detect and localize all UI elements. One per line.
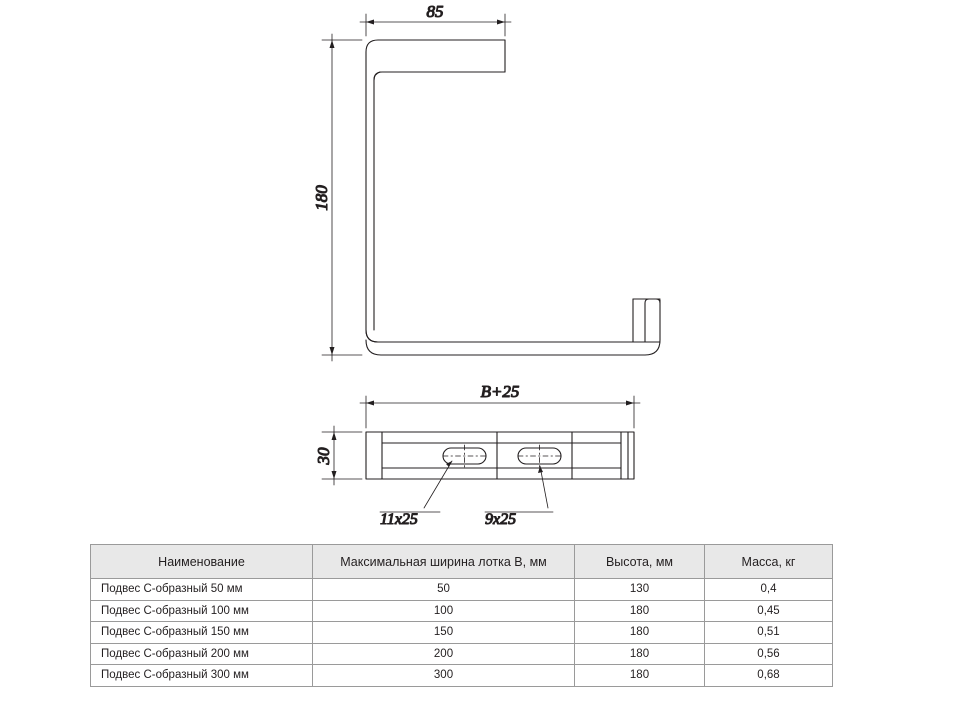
dimension-label-b25: B+25 [480,382,520,401]
cell-width: 200 [313,643,575,665]
table-row [91,643,833,665]
bracket-profile-front [366,40,660,355]
cell-height: 180 [575,643,705,665]
cell-mass: 0,68 [705,665,833,687]
table-header-mass: Масса, кг [705,545,833,579]
cell-width: 50 [313,579,575,601]
dimension-label-30: 30 [314,447,333,465]
cell-name: Подвес С-образный 150 мм [91,622,313,644]
cell-height: 180 [575,622,705,644]
cell-name: Подвес С-образный 100 мм [91,600,313,622]
table-row [91,579,833,601]
table-row [91,600,833,622]
table-row [91,622,833,644]
table-header-name: Наименование [91,545,313,579]
cell-width: 100 [313,600,575,622]
cell-width: 150 [313,622,575,644]
slot-9x25 [518,445,561,467]
cell-mass: 0,56 [705,643,833,665]
dimension-label-180: 180 [312,185,331,211]
bracket-profile-top [366,432,634,479]
cell-height: 180 [575,600,705,622]
cell-height: 180 [575,665,705,687]
leader-11x25 [380,461,452,512]
cell-mass: 0,51 [705,622,833,644]
cell-width: 300 [313,665,575,687]
leader-9x25 [485,466,553,512]
cell-name: Подвес С-образный 50 мм [91,579,313,601]
cell-mass: 0,4 [705,579,833,601]
specification-table [90,544,833,687]
cell-mass: 0,45 [705,600,833,622]
callout-label-11x25: 11x25 [380,511,418,528]
table-header-row [91,545,833,579]
callout-label-9x25: 9x25 [485,511,517,528]
table-header-width: Максимальная ширина лотка B, мм [313,545,575,579]
dimension-label-85: 85 [426,2,444,21]
cell-name: Подвес С-образный 200 мм [91,643,313,665]
table-row [91,665,833,687]
table-header-height: Высота, мм [575,545,705,579]
cell-name: Подвес С-образный 300 мм [91,665,313,687]
cell-height: 130 [575,579,705,601]
